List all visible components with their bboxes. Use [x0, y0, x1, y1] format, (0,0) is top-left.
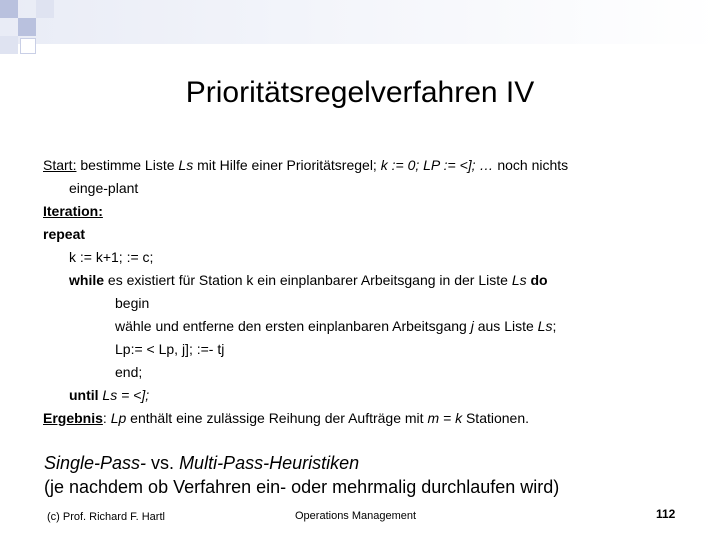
decorative-square [0, 36, 18, 54]
page-title: Prioritätsregelverfahren IV [185, 76, 535, 109]
start-label: Start: [43, 157, 77, 173]
decorative-square [0, 0, 18, 18]
start-paragraph: Start: bestimme Liste Ls mit Hilfe einer Prioritätsregel; k := 0; LP := <]; … noch nichts einge-plant [43, 157, 569, 196]
result-line: Ergebnis: Lp enthält eine zulässige Reihung der Aufträge mit m = k Stationen. [43, 410, 530, 426]
until-line: until Ls = <]; [69, 387, 150, 403]
choose-line: wähle und entferne den ersten einplanbaren Arbeitsgang j aus Liste Ls; [115, 318, 557, 334]
while-line: while es existiert für Station k ein einplanbarer Arbeitsgang in der Liste Ls do [69, 272, 548, 288]
lp-update-line: Lp:= < Lp, j]; :=- tj [115, 341, 225, 357]
decorative-square [20, 38, 36, 54]
footer-course: Operations Management [295, 510, 417, 522]
header-gradient-bar [0, 0, 720, 44]
repeat-keyword: repeat [43, 226, 86, 242]
begin-line: begin [115, 295, 150, 311]
algorithm-block [43, 154, 683, 430]
footer-author: (c) Prof. Richard F. Hartl [47, 511, 165, 523]
decorative-square [18, 18, 36, 36]
iteration-label: Iteration: [43, 203, 103, 219]
end-line: end; [115, 364, 143, 380]
decorative-square [36, 0, 54, 18]
page-number: 112 [656, 507, 676, 521]
heuristics-note: Single-Pass- vs. Multi-Pass-Heuristiken (je nachdem ob Verfahren ein- oder mehrmalig durchlaufen wird) [44, 453, 560, 497]
k-increment-line: k := k+1; := c; [69, 249, 154, 265]
